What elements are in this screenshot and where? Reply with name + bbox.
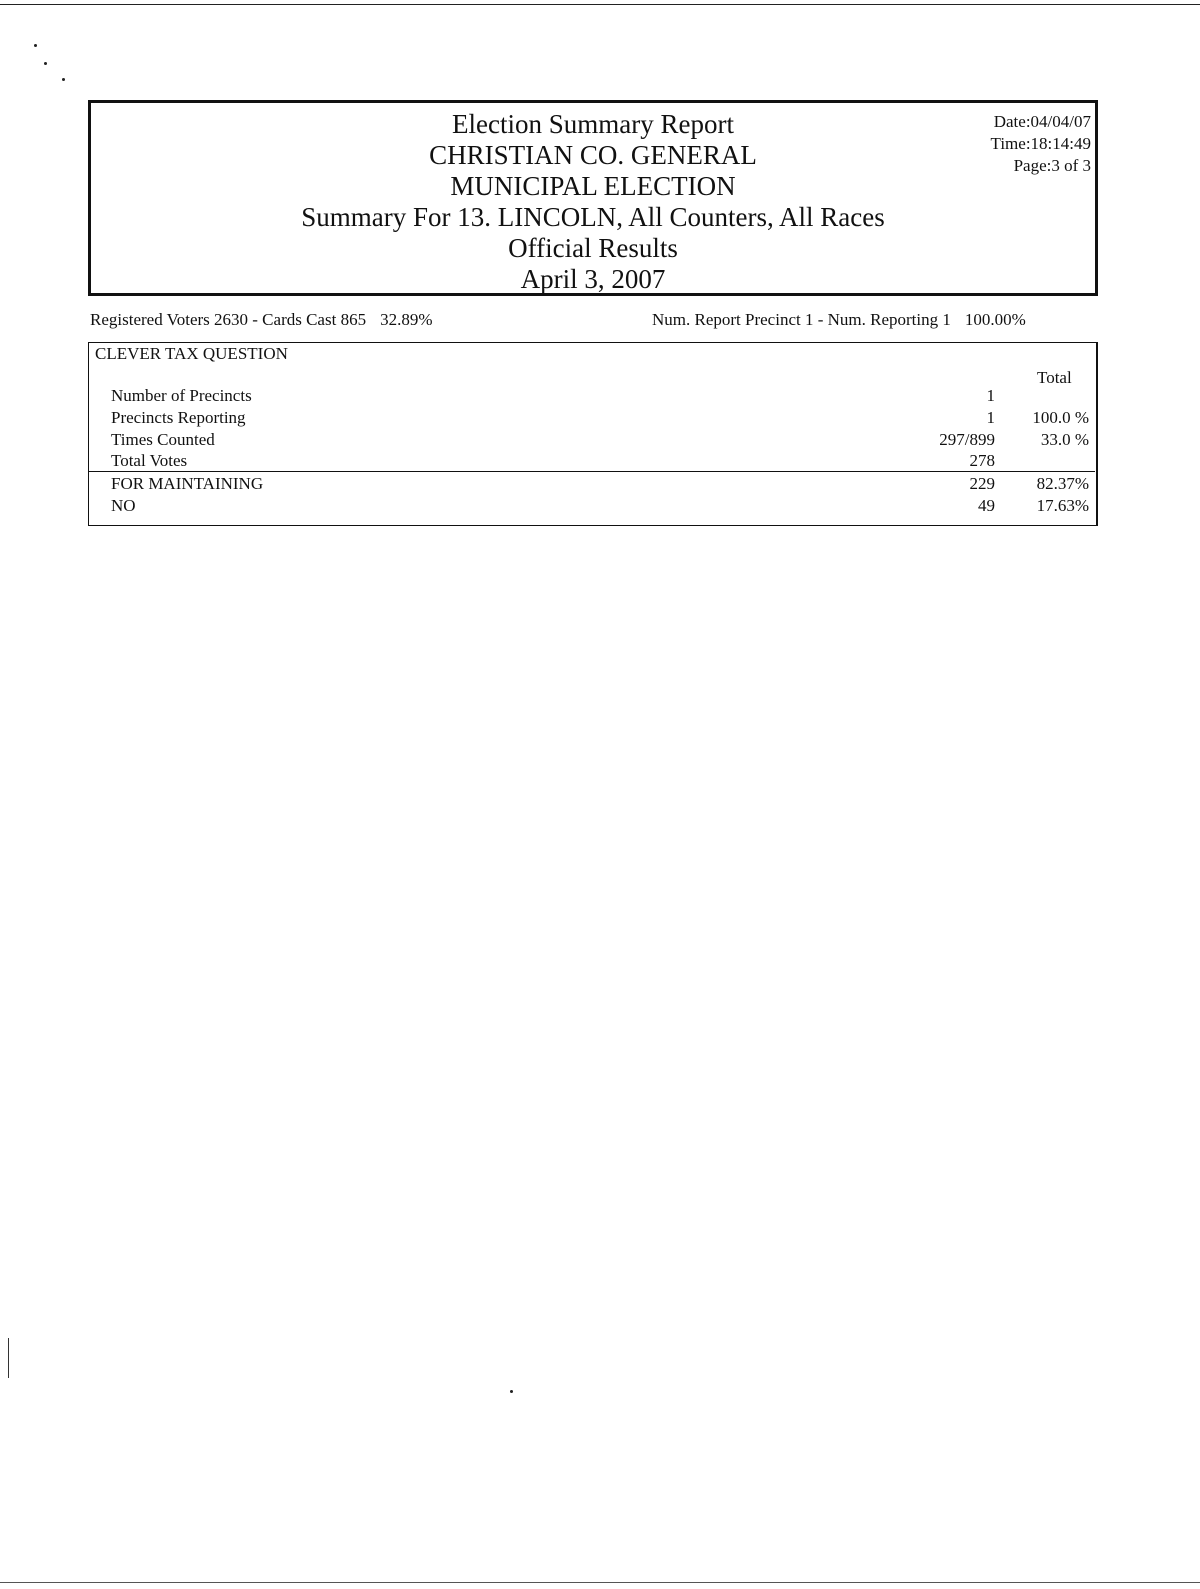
election-type: MUNICIPAL ELECTION (450, 171, 736, 201)
summary-scope: Summary For 13. LINCOLN, All Counters, All Races (301, 202, 885, 232)
precinct-reporting-text: Num. Report Precinct 1 - Num. Reporting 1 (652, 310, 951, 329)
scan-speck (44, 62, 47, 65)
turnout-percent: 32.89% (380, 310, 433, 329)
choice-percent: 17.63% (1036, 496, 1089, 515)
stat-total: 278 (969, 451, 995, 470)
page-top-rule (0, 4, 1200, 5)
total-column-header: Total (1037, 368, 1072, 387)
stat-total: 1 (986, 408, 995, 427)
stat-label: Times Counted (111, 430, 215, 449)
results-status: Official Results (508, 233, 678, 263)
choice-percent: 82.37% (1036, 474, 1089, 493)
page-bottom-rule (0, 1582, 1200, 1583)
scan-edge-mark (8, 1338, 9, 1378)
race-results-box (88, 342, 1098, 526)
voter-turnout-summary (90, 310, 433, 330)
report-meta (991, 111, 1091, 177)
stat-label: Number of Precincts (111, 386, 252, 405)
race-title: CLEVER TAX QUESTION (95, 344, 288, 363)
choice-votes: 229 (969, 474, 995, 493)
report-title: Election Summary Report (452, 109, 734, 139)
scan-speck (62, 78, 65, 81)
registered-cards-text: Registered Voters 2630 - Cards Cast 865 (90, 310, 367, 329)
choice-label: NO (111, 496, 136, 515)
stat-total: 297/899 (939, 430, 995, 449)
report-header-box (88, 100, 1098, 296)
scan-speck (510, 1390, 513, 1393)
stat-label: Precincts Reporting (111, 408, 246, 427)
choice-votes: 49 (978, 496, 995, 515)
county-election-name: CHRISTIAN CO. GENERAL (429, 140, 757, 170)
stat-row (89, 385, 1095, 407)
choice-row (89, 473, 1095, 495)
stat-percent: 100.0 % (1032, 408, 1089, 427)
precinct-reporting-summary (652, 310, 1026, 330)
scan-speck (34, 44, 37, 47)
report-time: Time:18:14:49 (990, 134, 1091, 153)
choice-label: FOR MAINTAINING (111, 474, 264, 493)
stat-percent: 33.0 % (1040, 430, 1089, 449)
results-divider (89, 471, 1095, 472)
report-date: Date:04/04/07 (993, 112, 1091, 131)
report-title-block (91, 109, 1095, 295)
stat-row (89, 450, 1095, 472)
report-page: Page:3 of 3 (1013, 156, 1091, 175)
choice-row (89, 495, 1095, 517)
stat-row (89, 429, 1095, 451)
precinct-reporting-percent: 100.00% (964, 310, 1026, 329)
stat-label: Total Votes (111, 451, 188, 470)
election-date: April 3, 2007 (520, 264, 666, 294)
stat-total: 1 (986, 386, 995, 405)
stat-row (89, 407, 1095, 429)
